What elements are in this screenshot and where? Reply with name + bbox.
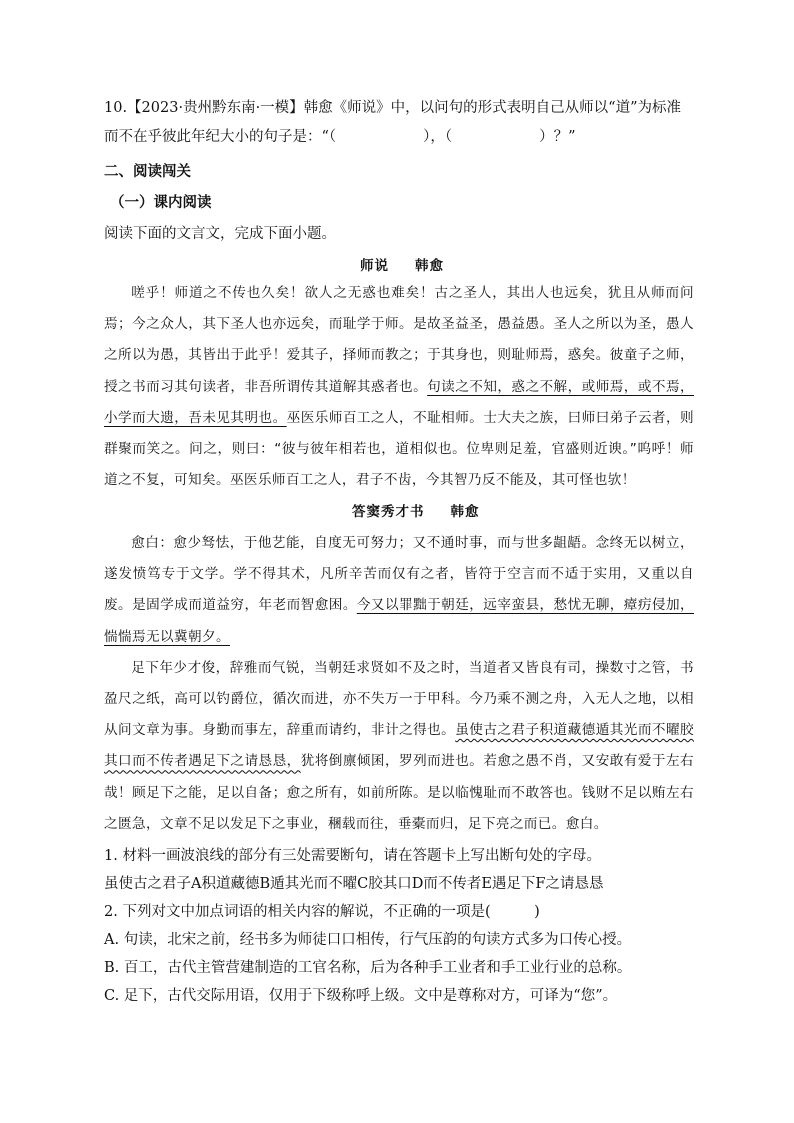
reading-instruction: 阅读下面的文言文，完成下面小题。 [104,226,336,242]
sub-heading: （一）课内阅读 [110,194,212,211]
section-heading: 二、阅读闯关 [104,163,191,180]
passage-2-wavy-sentence: 虽使古之君子积道藏德遁其光而不曜胶其口而不传者遇足下之请恳恳， [104,722,694,770]
question-1: 1. 材料一画波浪线的部分有三处需要断句，请在答题卡上写出断句处的字母。 [104,848,601,864]
option-b: B. 百工，古代主管营建制造的工官名称，后为各种手工业者和手工业行业的总称。 [104,960,632,976]
passage-1 [104,278,694,496]
passage-2-title: 答窦秀才书 [352,504,425,520]
passage-2-paragraph-1 [104,528,694,653]
passage-2-author: 韩愈 [450,504,480,520]
passage-2-text-c: 犹将倒廪倾囷，罗列而进也。若愈之愚不肖，又安敢有爱于左右哉！顾足下之能，足以自备；愈之所有，如前所陈。是以临愧耻而不敢答也。钱财不足以贿左右之匮急，文章不足以发足下之事业，稛载而往，垂橐而归，足下亮之而已。愈白。 [104,753,694,832]
passage-1-text-b: 巫医乐师百工之人，不耻相师。士大夫之族，曰师曰弟子云者，则群聚而笑之。问之，则曰：“彼与彼年相若也，道相似也。位卑则足羞，官盛则近谀。”呜呼！师道之不复，可知矣。巫医乐师百工之人，君子不齿，今其智乃反不能及，其可怪也欤！ [104,409,694,489]
option-a: A. 句读，北宋之前，经书多为师徒口口相传，行气压韵的句读方式多为口传心授。 [104,932,632,948]
passage-1-text-a: 嗟乎！师道之不传也久矣！欲人之无惑也难矣！古之圣人，其出人也远矣，犹且从师而问焉；今之众人，其下圣人也亦远矣，而耻学于师。是故圣益圣，愚益愚。圣人之所以为圣，愚人之所以为愚，其皆出于此乎！爱其子，择师而教之；于其身也，则耻师焉，惑矣。彼童子之师，授之书而习其句读者，非吾所谓传其道解其惑者也。 [104,285,694,395]
question-2: 2. 下列对文中加点词语的相关内容的解说，不正确的一项是( ) [104,904,540,920]
question-items [104,842,704,1010]
question-10-line-1: 10.【2023·贵州黔东南·一模】韩愈《师说》中，以问句的形式表明自己从师以“道”为标准 [104,100,682,116]
passage-2-text-a: 愈白：愈少驽怯，于他艺能，自度无可努力；又不通时事，而与世多龃龉。念终无以树立，遂发愤笃专于文学。学不得其术，凡所辛苦而仅有之者，皆符于空言而不适于实用，又重以自废。是固学成而道益穷，年老而智愈困。 [104,535,694,614]
passage-2-paragraph-2 [104,653,694,840]
passage-1-underlined-sentence: 句读之不知，惑之不解，或师焉，或不焉，小学而大遗，吾未见其明也。 [104,378,694,426]
option-c: C. 足下，古代交际用语，仅用于下级称呼上级。文中是尊称对方，可译为“您”。 [104,988,618,1004]
question-10 [104,94,694,152]
passage-2-title-block [352,500,480,520]
passage-2-text-b: 足下年少才俊，辞雅而气锐，当朝廷求贤如不及之时，当道者又皆良有司，操数寸之管，书盈尺之纸，高可以钓爵位，循次而进，亦不失万一于甲科。今乃乘不测之舟，入无人之地，以相从问文章为事。身勤而事左，辞重而请约，非计之得也。 [104,659,694,739]
question-1-sentence: 虽使古之君子A积道藏德B遁其光而不曜C胶其口D而不传者E遇足下F之请恳恳 [104,876,604,892]
passage-1-title-block [360,254,444,274]
passage-2-underlined-sentence: 今又以罪黜于朝廷，远宰蛮县，愁忧无聊，瘴疠侵加，惴惴焉无以冀朝夕。 [104,597,694,645]
passage-1-title: 师说 [360,258,389,274]
passage-2 [104,528,694,840]
passage-1-author: 韩愈 [415,258,444,274]
question-10-line-2: 而不在乎彼此年纪大小的句子是：“（ ），（ ）？” [104,129,576,145]
passage-1-paragraph [104,278,694,496]
